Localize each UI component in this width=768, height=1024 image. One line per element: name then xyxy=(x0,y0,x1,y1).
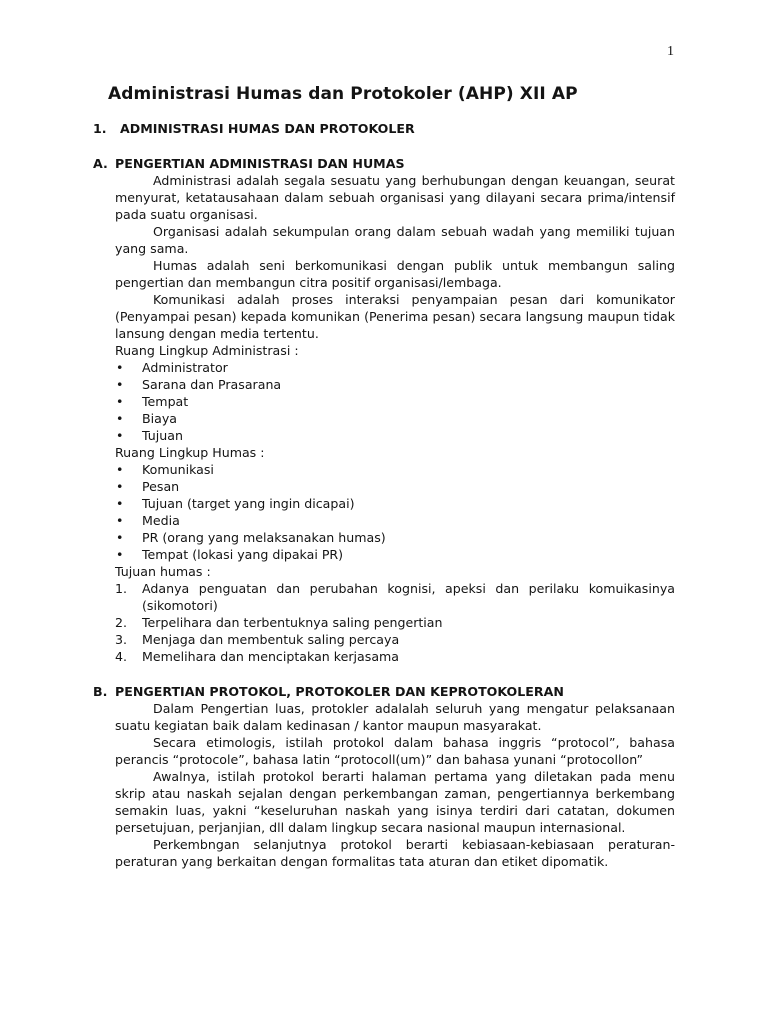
section-1-title: ADMINISTRASI HUMAS DAN PROTOKOLER xyxy=(120,121,415,136)
paragraph-pengertian-luas: Dalam Pengertian luas, protokler adalalah seluruh yang mengatur pelaksanaan suatu kegiatan baik dalam kedinasan / kantor maupun masyarakat. xyxy=(115,701,675,733)
bullet-icon: • xyxy=(116,547,124,562)
bullet-icon: • xyxy=(116,513,124,528)
bullet-icon: • xyxy=(116,428,124,443)
section-a-number: A. xyxy=(93,156,108,171)
bullet-icon: • xyxy=(116,394,124,409)
section-1-number: 1. xyxy=(93,121,107,136)
page-number: 1 xyxy=(667,44,674,59)
list-item: 1. Adanya penguatan dan perubahan kognisi, apeksi dan perilaku komuikasinya (sikomotori) xyxy=(115,581,675,613)
paragraph-etimologis: Secara etimologis, istilah protokol dalam bahasa inggris “protocol”, bahasa perancis “protocole”, bahasa latin “protocoll(um)” dan bahasa yunani “protocollon” xyxy=(115,735,675,767)
bullet-icon: • xyxy=(116,411,124,426)
section-a-title: PENGERTIAN ADMINISTRASI DAN HUMAS xyxy=(115,156,405,171)
list-item: • Tujuan xyxy=(116,428,183,443)
list-item: • Sarana dan Prasarana xyxy=(116,377,282,392)
list-item: • Biaya xyxy=(116,411,178,426)
tujuan-humas-list xyxy=(115,580,675,665)
list-item: • Tujuan (target yang ingin dicapai) xyxy=(116,496,355,511)
bullet-icon: • xyxy=(116,530,124,545)
tujuan-humas-label: Tujuan humas : xyxy=(115,564,211,579)
ruang-lingkup-administrasi-label: Ruang Lingkup Administrasi : xyxy=(115,343,299,358)
ruang-lingkup-humas-list xyxy=(115,461,675,563)
bullet-icon: • xyxy=(116,360,124,375)
list-item: • Administrator xyxy=(116,360,228,375)
paragraph-komunikasi: Komunikasi adalah proses interaksi penyampaian pesan dari komunikator (Penyampai pesan) kepada komunikan (Penerima pesan) secara langsung maupun tidak lansung dengan media tertentu. xyxy=(115,292,675,341)
bullet-icon: • xyxy=(116,377,124,392)
paragraph-administrasi: Administrasi adalah segala sesuatu yang berhubungan dengan keuangan, seurat menyurat, ketatausahaan dalam sebuah organisasi yang dilayani secara prima/intensif pada suatu organisasi. xyxy=(115,173,675,222)
section-a-heading xyxy=(93,155,675,172)
ruang-lingkup-humas-label: Ruang Lingkup Humas : xyxy=(115,445,265,460)
document-title: Administrasi Humas dan Protokoler (AHP) XII AP xyxy=(108,84,578,104)
section-b-number: B. xyxy=(93,684,108,699)
document-body xyxy=(93,120,675,870)
list-item: 3. Menjaga dan membentuk saling percaya xyxy=(115,632,400,647)
paragraph-perkembangan: Perkembngan selanjutnya protokol berarti kebiasaan-kebiasaan peraturan-peraturan yang berkaitan dengan formalitas tata aturan dan etiket dipomatik. xyxy=(115,837,675,869)
list-item: • PR (orang yang melaksanakan humas) xyxy=(116,530,386,545)
section-b-title: PENGERTIAN PROTOKOL, PROTOKOLER DAN KEPROTOKOLERAN xyxy=(115,684,564,699)
paragraph-awalnya: Awalnya, istilah protokol berarti halaman pertama yang diletakan pada menu skrip atau naskah sejalan dengan perkembangan zaman, pengertiannya berkembang semakin luas, yakni “keseluruhan naskah yang isinya terdiri dari catatan, dokumen persetujuan, perjanjian, dll dalam lingkup secara nasional maupun internasional. xyxy=(115,769,675,835)
list-item: 2. Terpelihara dan terbentuknya saling pengertian xyxy=(115,615,443,630)
list-item: 4. Memelihara dan menciptakan kerjasama xyxy=(115,649,400,664)
paragraph-humas: Humas adalah seni berkomunikasi dengan publik untuk membangun saling pengertian dan membangun citra positif organisasi/lembaga. xyxy=(115,258,675,290)
ruang-lingkup-administrasi-list xyxy=(115,359,675,444)
bullet-icon: • xyxy=(116,479,124,494)
list-item: • Komunikasi xyxy=(116,462,214,477)
paragraph-organisasi: Organisasi adalah sekumpulan orang dalam sebuah wadah yang memiliki tujuan yang sama. xyxy=(115,224,675,256)
list-item: • Tempat (lokasi yang dipakai PR) xyxy=(116,547,344,562)
section-1-heading xyxy=(93,120,675,137)
section-b-heading xyxy=(93,683,675,700)
bullet-icon: • xyxy=(116,496,124,511)
list-item: • Media xyxy=(116,513,180,528)
list-item: • Pesan xyxy=(116,479,180,494)
list-item: • Tempat xyxy=(116,394,189,409)
bullet-icon: • xyxy=(116,462,124,477)
